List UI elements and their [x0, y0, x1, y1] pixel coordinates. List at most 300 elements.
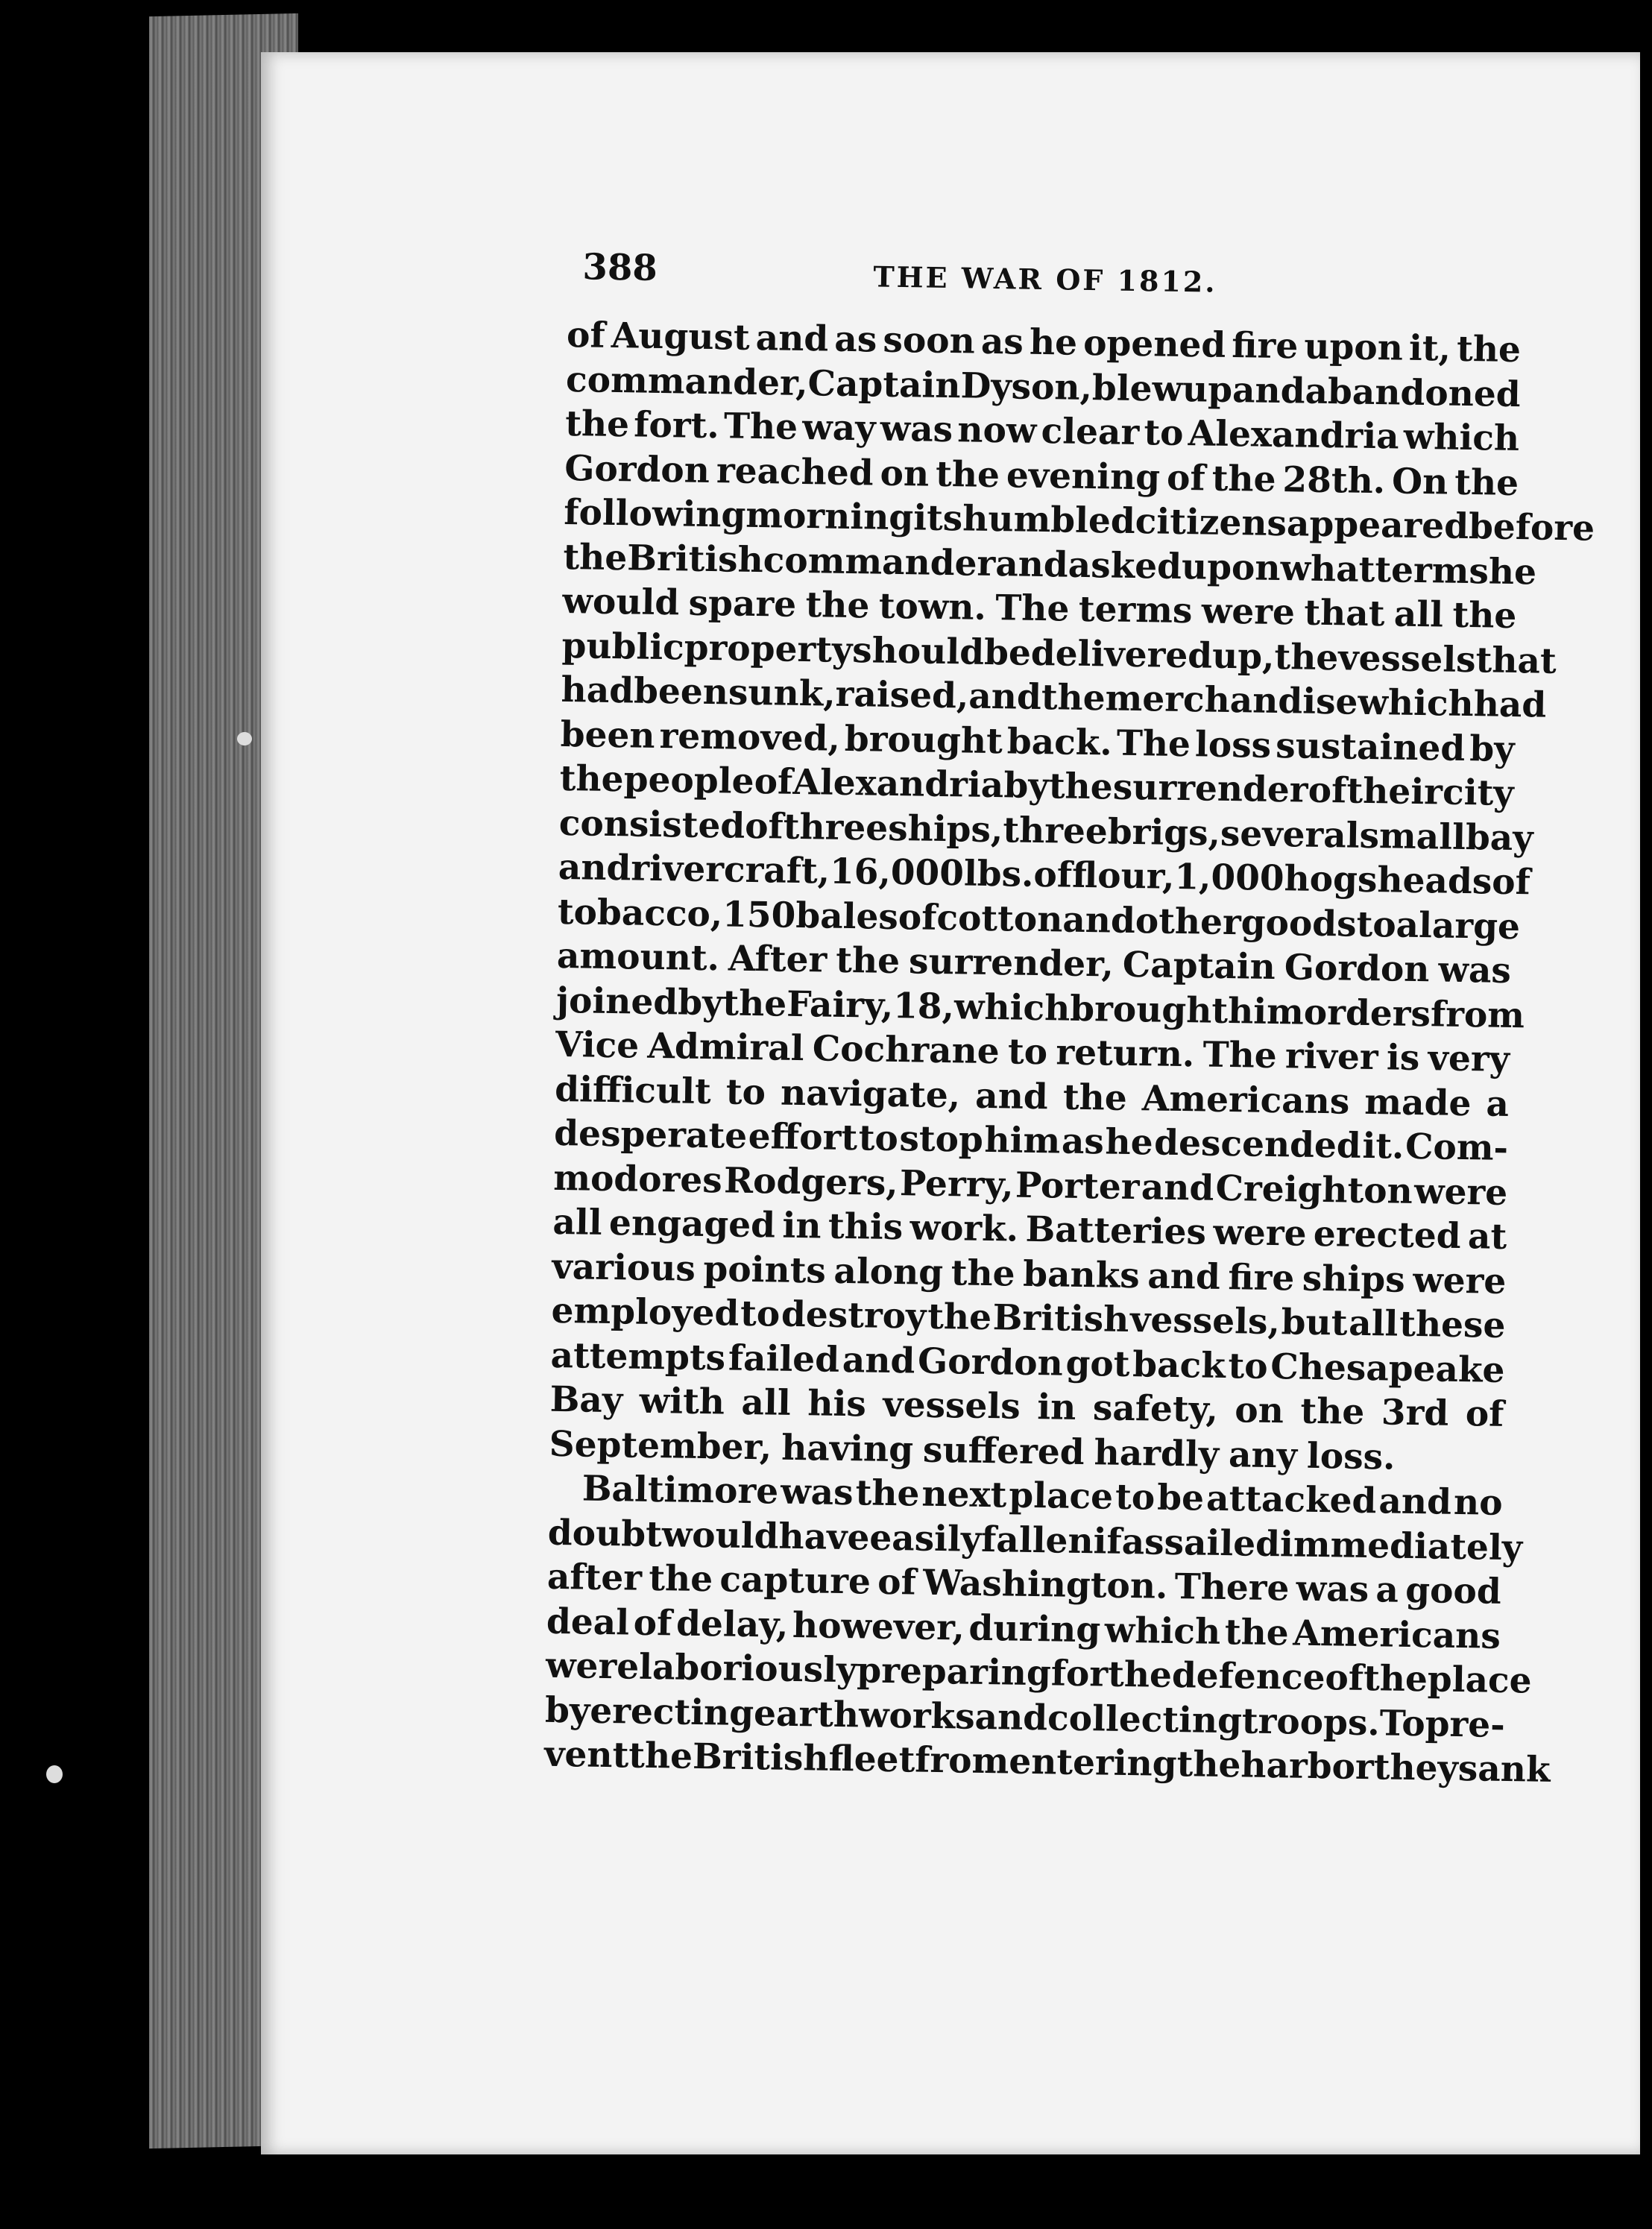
- word: merchandise: [1105, 678, 1358, 723]
- word: removed,: [659, 715, 841, 760]
- word: on: [1234, 1390, 1284, 1432]
- word: assailed: [1121, 1521, 1281, 1565]
- word: the: [1274, 636, 1339, 678]
- word: descended: [1153, 1122, 1362, 1167]
- word: it.: [1362, 1125, 1404, 1167]
- word: difficult: [554, 1068, 712, 1112]
- word: be: [983, 631, 1032, 674]
- word: the: [1300, 1390, 1365, 1433]
- word: were: [1412, 1259, 1507, 1302]
- word: Alexandria: [792, 761, 1004, 807]
- word: the: [1456, 328, 1522, 371]
- word: would: [661, 1513, 779, 1557]
- word: the: [1176, 1744, 1241, 1786]
- word: immediately: [1279, 1523, 1523, 1569]
- word: of: [1033, 854, 1073, 896]
- word: been: [633, 670, 729, 713]
- word: good: [1404, 1569, 1502, 1612]
- word: as: [1061, 1120, 1105, 1163]
- word: the: [1454, 461, 1519, 504]
- word: upon: [1181, 546, 1281, 589]
- word: Captain: [807, 362, 962, 406]
- word: of: [1308, 769, 1347, 812]
- word: a: [1375, 1569, 1399, 1611]
- word: craft,: [723, 849, 830, 892]
- word: have: [778, 1516, 870, 1559]
- word: other: [1135, 900, 1242, 943]
- word: of: [633, 1602, 672, 1644]
- paper-speck: [237, 732, 252, 745]
- word: from: [1430, 993, 1525, 1036]
- word: by: [1003, 765, 1050, 807]
- word: place: [1008, 1475, 1114, 1518]
- word: of: [1166, 457, 1206, 499]
- word: and: [842, 1339, 915, 1381]
- word: 18,: [892, 985, 955, 1027]
- word: all: [552, 1201, 603, 1243]
- word: cotton: [936, 897, 1063, 941]
- word: Cochrane: [812, 1028, 1000, 1073]
- word: raised,: [835, 673, 969, 717]
- word: the: [927, 1296, 992, 1339]
- word: Com-: [1404, 1126, 1509, 1169]
- word: sunk,: [728, 672, 836, 715]
- word: a: [1486, 1082, 1510, 1125]
- word: upon: [1303, 326, 1404, 369]
- word: their: [1346, 770, 1443, 813]
- word: up,: [1211, 635, 1275, 678]
- word: is: [1386, 1037, 1420, 1079]
- word: having: [781, 1427, 914, 1470]
- word: Gordon: [1284, 947, 1430, 991]
- word: and: [968, 675, 1042, 719]
- word: fallen: [980, 1519, 1094, 1562]
- word: Fairy,: [786, 983, 894, 1027]
- word: lbs.: [963, 853, 1034, 895]
- word: Perry,: [899, 1162, 1015, 1206]
- word: were: [1201, 590, 1296, 634]
- word: made: [1363, 1081, 1472, 1124]
- word: were: [1213, 1211, 1307, 1255]
- word: all: [1393, 593, 1444, 636]
- word: and: [1062, 899, 1136, 942]
- word: surrender: [1112, 766, 1308, 811]
- word: him: [1227, 990, 1305, 1033]
- word: Dyson,: [960, 365, 1093, 409]
- word: surrender,: [908, 941, 1115, 986]
- word: hardly: [1094, 1431, 1220, 1475]
- word: the: [1452, 594, 1517, 637]
- word: it,: [1408, 327, 1451, 370]
- word: and: [994, 543, 1069, 586]
- word: 1,000: [1174, 856, 1285, 900]
- word: were: [1413, 1170, 1508, 1214]
- word: to: [1356, 904, 1397, 946]
- word: large: [1418, 904, 1521, 948]
- word: the: [835, 939, 901, 983]
- word: of: [1491, 861, 1531, 904]
- word: and: [1141, 1166, 1214, 1209]
- word: harbor: [1240, 1744, 1375, 1788]
- word: after: [546, 1556, 643, 1599]
- word: deal: [546, 1601, 630, 1644]
- word: he: [1488, 550, 1537, 593]
- word: however,: [792, 1604, 965, 1649]
- word: morning: [745, 494, 914, 539]
- word: on: [880, 453, 930, 495]
- word: Batteries: [1025, 1208, 1207, 1253]
- word: 150: [722, 893, 796, 936]
- word: all: [1348, 1302, 1399, 1345]
- word: troops.: [1241, 1700, 1381, 1744]
- word: and: [974, 1075, 1049, 1117]
- word: the: [1224, 1611, 1290, 1653]
- word: vessels,: [1129, 1299, 1281, 1343]
- word: three: [1002, 809, 1109, 852]
- word: of: [1325, 1657, 1364, 1699]
- word: the: [559, 757, 624, 801]
- word: and: [974, 1696, 1048, 1738]
- word: people: [623, 759, 754, 803]
- word: Baltimore: [581, 1468, 779, 1513]
- word: Alexandria: [1188, 413, 1400, 458]
- word: its: [912, 497, 963, 540]
- word: Creighton: [1215, 1167, 1413, 1212]
- word: To: [1379, 1702, 1426, 1744]
- word: him: [984, 1119, 1061, 1162]
- word: fort.: [633, 404, 720, 447]
- word: bales: [795, 895, 899, 938]
- word: easily: [868, 1517, 982, 1560]
- word: which: [1358, 681, 1475, 725]
- word: orders: [1303, 991, 1431, 1035]
- word: clear: [1041, 411, 1140, 454]
- word: blew: [1091, 367, 1183, 410]
- word: city: [1442, 772, 1515, 815]
- word: the: [1062, 1076, 1128, 1119]
- word: and: [558, 846, 631, 889]
- word: defence: [1171, 1654, 1325, 1699]
- word: was: [880, 408, 953, 451]
- word: the: [805, 584, 870, 627]
- word: that: [1303, 592, 1385, 635]
- word: Americans: [1292, 1612, 1501, 1657]
- word: was: [1296, 1568, 1369, 1611]
- word: the: [563, 536, 628, 578]
- word: got: [1065, 1343, 1130, 1385]
- word: he: [1029, 321, 1078, 364]
- word: asked: [1068, 544, 1182, 587]
- word: Gordon: [564, 447, 710, 491]
- word: earthworks: [753, 1692, 976, 1738]
- word: employed: [551, 1290, 740, 1334]
- word: had: [1473, 684, 1547, 726]
- word: delivered: [1030, 632, 1213, 677]
- word: to: [1115, 1476, 1156, 1519]
- word: hogsheads: [1284, 858, 1492, 903]
- word: very: [1428, 1038, 1510, 1080]
- word: no: [1453, 1481, 1503, 1524]
- word: doubt: [547, 1512, 663, 1555]
- word: to: [1144, 412, 1184, 454]
- word: commander: [763, 539, 996, 584]
- word: up: [1182, 368, 1233, 411]
- word: for: [1050, 1653, 1109, 1695]
- word: this: [827, 1205, 904, 1249]
- word: soon: [883, 319, 976, 362]
- word: were: [545, 1645, 640, 1688]
- word: town.: [878, 585, 987, 628]
- word: any: [1228, 1434, 1298, 1477]
- word: brought: [1069, 988, 1229, 1032]
- word: 28th.: [1282, 458, 1386, 502]
- word: citizens: [1135, 500, 1287, 545]
- word: to: [725, 1071, 766, 1113]
- word: failed: [728, 1337, 840, 1381]
- word: effort: [748, 1115, 858, 1159]
- word: The: [1202, 1034, 1278, 1077]
- word: amount.: [556, 935, 720, 980]
- word: work.: [909, 1207, 1019, 1250]
- word: and: [755, 317, 829, 360]
- word: The: [723, 406, 798, 448]
- word: Bay: [549, 1378, 623, 1422]
- word: The: [994, 587, 1070, 630]
- word: British: [692, 1735, 830, 1779]
- word: be: [1156, 1477, 1205, 1519]
- word: laboriously: [638, 1646, 857, 1692]
- word: collecting: [1047, 1697, 1243, 1741]
- word: attempts: [550, 1334, 726, 1378]
- page-content: [543, 246, 1595, 1791]
- word: September,: [549, 1423, 772, 1468]
- word: sank: [1457, 1748, 1551, 1791]
- word: all: [741, 1381, 792, 1424]
- word: by: [544, 1689, 590, 1732]
- word: the: [1211, 458, 1276, 500]
- word: loss.: [1306, 1435, 1396, 1478]
- word: abandoned: [1305, 371, 1522, 415]
- word: the: [1363, 1658, 1428, 1700]
- word: consisted: [558, 802, 745, 847]
- page-number: 388: [582, 246, 658, 289]
- word: by: [677, 981, 723, 1024]
- word: bay: [1465, 816, 1534, 859]
- word: joined: [555, 980, 678, 1023]
- word: stop: [899, 1118, 984, 1161]
- running-title: THE WAR OF 1812.: [873, 259, 1217, 299]
- word: at: [1467, 1216, 1507, 1258]
- word: modores: [552, 1157, 723, 1201]
- word: been: [560, 713, 655, 757]
- word: the: [564, 403, 630, 446]
- word: reached: [716, 450, 874, 494]
- word: entering: [1008, 1741, 1178, 1785]
- word: these: [1399, 1303, 1506, 1346]
- word: of: [744, 805, 784, 848]
- word: back.: [1006, 720, 1113, 764]
- word: the: [722, 982, 787, 1025]
- word: brought: [844, 718, 1003, 762]
- word: points: [703, 1248, 827, 1292]
- word: vent: [543, 1733, 629, 1776]
- word: vessels: [1337, 637, 1477, 681]
- word: as: [980, 321, 1024, 363]
- word: fire: [1231, 325, 1299, 368]
- word: the: [628, 1735, 693, 1777]
- word: from: [914, 1739, 1009, 1782]
- word: they: [1373, 1747, 1459, 1790]
- word: of: [754, 761, 793, 803]
- word: appeared: [1286, 503, 1469, 548]
- word: of: [877, 1561, 917, 1604]
- word: but: [1281, 1302, 1348, 1344]
- word: which: [1403, 416, 1520, 460]
- word: destroy: [781, 1293, 927, 1337]
- word: his: [807, 1383, 867, 1425]
- word: pre-: [1425, 1703, 1506, 1746]
- word: now: [956, 409, 1037, 452]
- word: terms: [1078, 588, 1193, 632]
- body-text: [543, 313, 1595, 1791]
- word: and: [1378, 1481, 1452, 1523]
- word: vessels: [882, 1384, 1021, 1428]
- word: fire: [1228, 1256, 1295, 1299]
- word: delay,: [675, 1603, 789, 1646]
- word: Captain: [1122, 944, 1276, 989]
- word: had: [561, 669, 634, 712]
- word: various: [552, 1246, 696, 1290]
- word: several: [1220, 813, 1361, 857]
- word: way: [801, 406, 876, 450]
- word: would: [562, 580, 680, 624]
- word: before: [1468, 506, 1595, 549]
- word: banks: [1022, 1253, 1141, 1296]
- word: and: [1147, 1255, 1221, 1298]
- word: to: [858, 1117, 899, 1160]
- word: evening: [1006, 454, 1161, 499]
- word: capture: [719, 1559, 871, 1603]
- word: Gordon: [917, 1340, 1064, 1384]
- word: Washington.: [922, 1562, 1168, 1607]
- word: 16,000: [829, 851, 965, 895]
- word: tobacco,: [557, 891, 723, 935]
- word: which: [1104, 1610, 1221, 1653]
- word: a: [1396, 904, 1419, 946]
- word: was: [780, 1471, 854, 1514]
- word: August: [611, 315, 751, 359]
- word: safety,: [1092, 1387, 1219, 1431]
- word: British: [626, 537, 764, 581]
- word: the: [950, 1252, 1016, 1295]
- word: place: [1427, 1659, 1532, 1702]
- word: 3rd: [1381, 1392, 1449, 1434]
- word: Americans: [1141, 1077, 1350, 1123]
- word: if: [1093, 1520, 1123, 1563]
- word: British: [992, 1297, 1129, 1340]
- word: navigate,: [780, 1072, 961, 1116]
- word: back: [1132, 1343, 1226, 1387]
- word: desperate: [553, 1112, 748, 1157]
- word: along: [833, 1250, 944, 1293]
- word: ships,: [887, 807, 1003, 851]
- word: of: [566, 314, 606, 356]
- word: attacked: [1205, 1478, 1377, 1522]
- word: Rodgers,: [723, 1159, 899, 1204]
- word: humbled: [962, 498, 1136, 542]
- word: should: [851, 629, 985, 673]
- word: the: [935, 453, 1000, 496]
- word: the: [1048, 766, 1114, 808]
- word: Porter: [1015, 1164, 1140, 1208]
- word: preparing: [856, 1650, 1052, 1694]
- word: to: [1228, 1345, 1269, 1387]
- word: engaged: [608, 1202, 776, 1246]
- word: during: [968, 1607, 1101, 1651]
- word: to: [1007, 1031, 1048, 1073]
- word: fleet: [828, 1738, 915, 1781]
- word: river: [1284, 1035, 1379, 1079]
- word: what: [1280, 547, 1375, 590]
- word: that: [1475, 639, 1557, 682]
- word: terms: [1374, 549, 1489, 592]
- word: Vice: [555, 1024, 640, 1067]
- word: the: [855, 1472, 920, 1515]
- word: brigs,: [1107, 810, 1221, 854]
- word: by: [1469, 728, 1515, 770]
- word: sustained: [1275, 725, 1466, 769]
- word: of: [898, 896, 937, 939]
- word: suffered: [922, 1429, 1085, 1473]
- word: On: [1391, 460, 1448, 503]
- word: in: [782, 1205, 822, 1247]
- word: river: [630, 848, 725, 891]
- word: the: [1107, 1653, 1173, 1696]
- word: to: [740, 1293, 781, 1335]
- word: The: [1116, 722, 1191, 765]
- word: commander,: [565, 359, 809, 404]
- word: three: [783, 806, 889, 849]
- word: the: [1041, 677, 1106, 719]
- word: ships: [1302, 1258, 1406, 1301]
- word: goods: [1240, 901, 1358, 945]
- word: public: [561, 625, 685, 669]
- word: and: [1232, 369, 1306, 412]
- word: erected: [1313, 1213, 1462, 1257]
- word: as: [833, 318, 877, 361]
- word: After: [728, 938, 827, 981]
- word: loss: [1194, 723, 1272, 766]
- word: was: [1438, 949, 1512, 991]
- word: opened: [1082, 322, 1226, 366]
- word: which: [953, 986, 1071, 1030]
- word: flour,: [1071, 854, 1175, 898]
- paper-speck: [46, 1765, 63, 1783]
- word: Admiral: [647, 1025, 804, 1070]
- word: property: [684, 627, 853, 671]
- word: Chesapeake: [1270, 1346, 1505, 1391]
- word: spare: [688, 582, 797, 625]
- word: small: [1359, 815, 1466, 858]
- word: next: [921, 1473, 1007, 1516]
- word: in: [1036, 1387, 1076, 1428]
- word: erecting: [589, 1690, 754, 1734]
- word: with: [639, 1380, 725, 1423]
- word: of: [1465, 1393, 1504, 1435]
- word: following: [563, 491, 746, 536]
- word: the: [648, 1557, 713, 1601]
- word: return.: [1056, 1032, 1195, 1076]
